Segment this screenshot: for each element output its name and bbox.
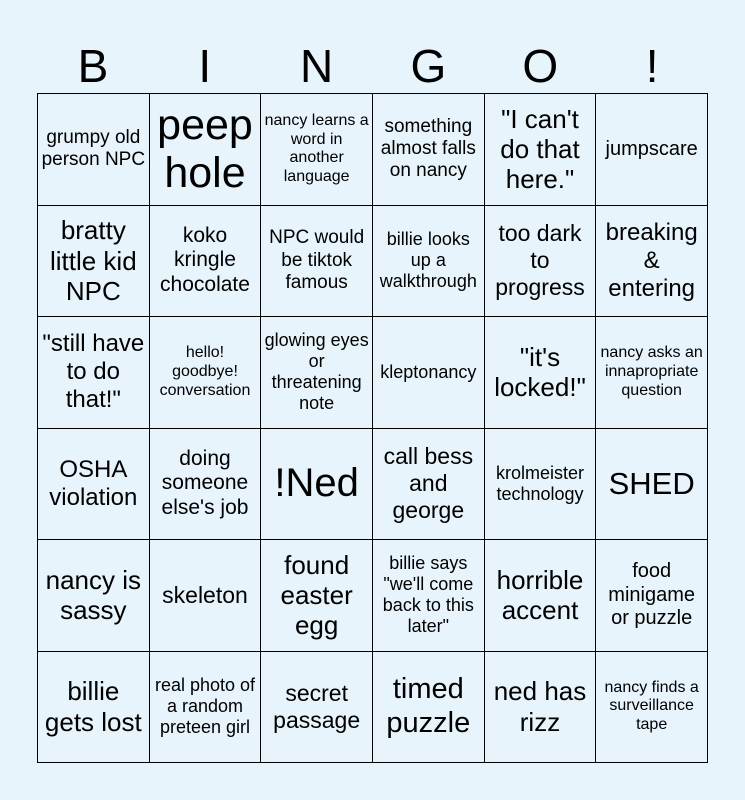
bingo-cell[interactable]: kleptonancy (373, 317, 485, 429)
bingo-cell[interactable]: grumpy old person NPC (38, 94, 150, 206)
header-letter-i: I (198, 40, 212, 92)
header-letter-b: B (77, 40, 109, 92)
bingo-cell[interactable]: secret passage (261, 652, 373, 764)
bingo-cell[interactable]: ned has rizz (485, 652, 597, 764)
bingo-board (37, 93, 708, 763)
bingo-cell[interactable]: nancy learns a word in another language (261, 94, 373, 206)
bingo-cell[interactable]: doing someone else's job (150, 429, 262, 541)
bingo-cell[interactable]: nancy is sassy (38, 540, 150, 652)
bingo-cell[interactable]: too dark to progress (485, 206, 597, 318)
bingo-cell[interactable]: NPC would be tiktok famous (261, 206, 373, 318)
bingo-cell[interactable]: nancy asks an innapropriate question (596, 317, 708, 429)
bingo-cell[interactable]: skeleton (150, 540, 262, 652)
bingo-cell[interactable]: food minigame or puzzle (596, 540, 708, 652)
bingo-cell[interactable]: krolmeister technology (485, 429, 597, 541)
bingo-cell[interactable]: "still have to do that!" (38, 317, 150, 429)
bingo-cell[interactable]: found easter egg (261, 540, 373, 652)
bingo-cell[interactable]: "I can't do that here." (485, 94, 597, 206)
bingo-cell[interactable]: horrible accent (485, 540, 597, 652)
header-letter-g: G (410, 40, 447, 92)
bingo-cell[interactable]: call bess and george (373, 429, 485, 541)
bingo-cell[interactable]: koko kringle chocolate (150, 206, 262, 318)
bingo-cell[interactable]: real photo of a random preteen girl (150, 652, 262, 764)
bingo-cell[interactable]: jumpscare (596, 94, 708, 206)
header-letter-o: O (522, 40, 559, 92)
bingo-cell[interactable]: something almost falls on nancy (373, 94, 485, 206)
bingo-cell[interactable]: billie says "we'll come back to this later" (373, 540, 485, 652)
bingo-cell[interactable]: glowing eyes or threatening note (261, 317, 373, 429)
bingo-cell[interactable]: nancy finds a surveillance tape (596, 652, 708, 764)
bingo-cell[interactable]: hello! goodbye! conversation (150, 317, 262, 429)
bingo-cell[interactable]: billie looks up a walkthrough (373, 206, 485, 318)
header-letter-exclaim: ! (645, 40, 659, 92)
header-letter-n: N (299, 40, 334, 92)
bingo-cell[interactable]: peep hole (150, 94, 262, 206)
bingo-cell[interactable]: !Ned (261, 429, 373, 541)
bingo-cell[interactable]: bratty little kid NPC (38, 206, 150, 318)
bingo-cell[interactable]: timed puzzle (373, 652, 485, 764)
bingo-cell[interactable]: "it's locked!" (485, 317, 597, 429)
bingo-cell[interactable]: SHED (596, 429, 708, 541)
bingo-cell[interactable]: breaking & entering (596, 206, 708, 318)
bingo-cell[interactable]: OSHA violation (38, 429, 150, 541)
bingo-header (37, 38, 708, 94)
bingo-cell[interactable]: billie gets lost (38, 652, 150, 764)
